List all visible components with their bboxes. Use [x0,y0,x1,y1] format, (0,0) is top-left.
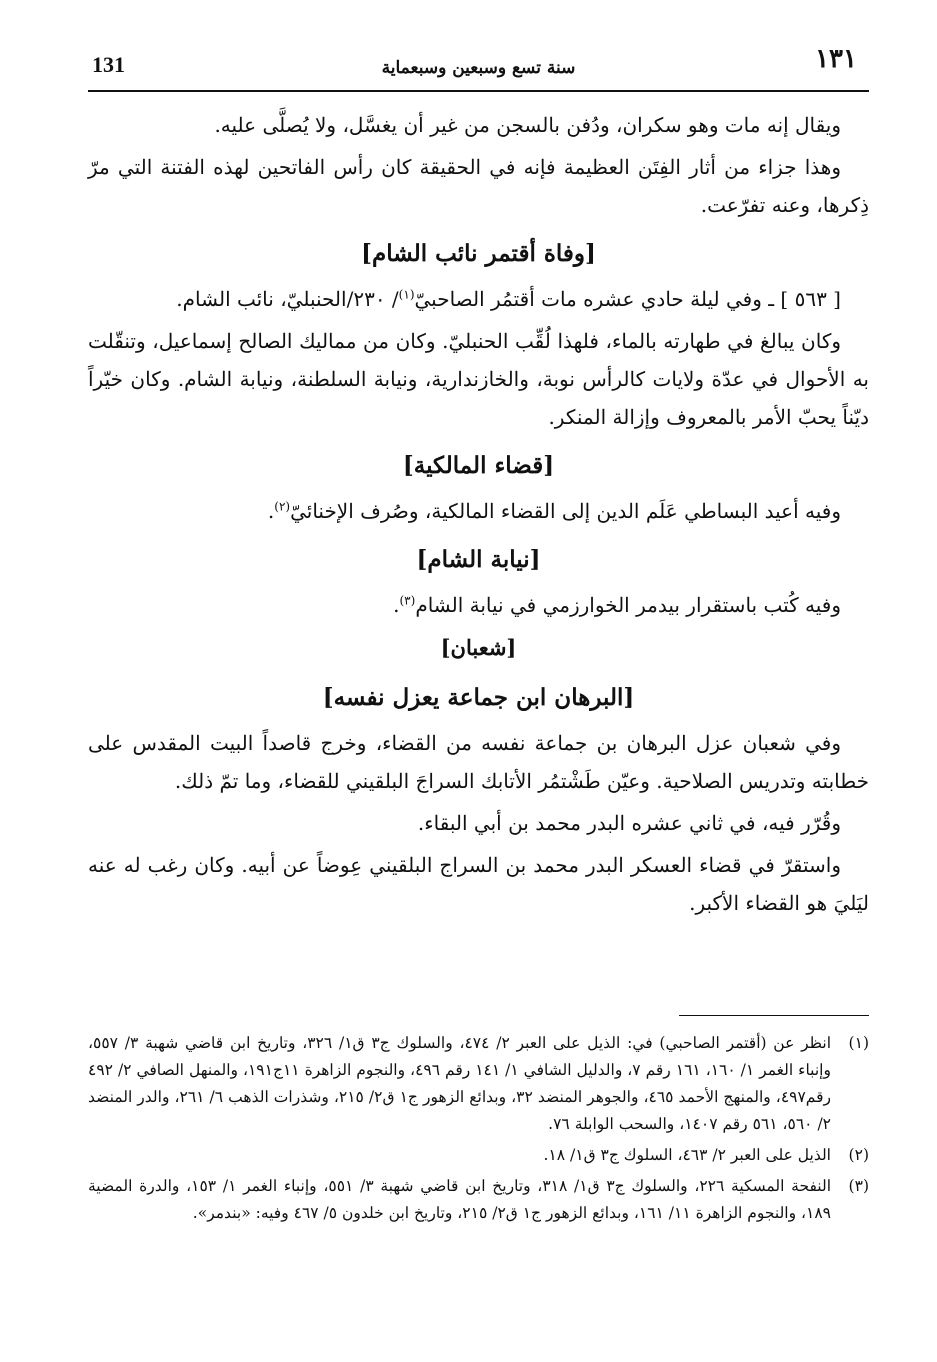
paragraph [88,586,869,624]
section-heading: [البرهان ابن جماعة يعزل نفسه] [322,684,635,711]
paragraph: وكان يبالغ في طهارته بالماء، فلهذا لُقِّب الحنبليّ. وكان من مماليك الصالح إسماعيل، وتنقّلت به الأحوال في عدّة ولايات كالرأس نوبة، والخازندارية، ونيابة السلطنة، ونيابة الشام. وكان خيّراً ديّناً يحبّ الأمر بالمعروف وإزالة المنكر. [88,329,869,429]
running-title: سنة تسع وسبعين وسبعماية [381,58,576,78]
paragraph-text: . [267,499,275,523]
month-heading: [شعبان] [440,635,517,660]
header-rule [88,90,869,92]
section-heading: [وفاة أقتمر نائب الشام] [361,240,596,267]
footnote-text: النفحة المسكية ٢٢٦، والسلوك ج٣ ق١/ ٣١٨، وتاريخ ابن قاضي شهبة ٣/ ٥٥١، وإنباء الغمر ١/ ١٥٣، والدرة المضية ١٨٩، والنجوم الزاهرة ١١/ ١٦١، وبدائع الزهور ج١ ق٢/ ٢١٥، وتاريخ ابن خلدون ٥/ ٤٦٧ وفيه: «بندمر». [88,1177,832,1222]
paragraph-text: [ ٥٦٣ ] ـ وفي ليلة حادي عشره مات أقتمُر الصاحبيّ [414,287,841,311]
footnote [88,1173,869,1227]
paragraph: وهذا جزاء من أثار الفِتَن العظيمة فإنه في الحقيقة كان رأس الفاتحين لهذه الفتنة التي مرّ ذِكرها، وعنه تفرّعت. [88,155,869,217]
page-number-arabic: ١٣١ [815,44,857,74]
footnote-text: انظر عن (أقتمر الصاحبي) في: الذيل على العبر ٢/ ٤٧٤، والسلوك ج٣ ق١/ ٣٢٦، وتاريخ ابن قاضي شهبة ٣/ ٥٥٧، وإنباء الغمر ١/ ١٦٠، ١٦١ رقم ٧، والدليل الشافي ١/ ١٤١ رقم ٤٩٦، والنجوم الزاهرة ١١ج١٩١، والمنهل الصافي ٢/ ٤٩٢ رقم٤٩٧، والمنهج الأحمد ٤٦٥، والجوهر المنضد ٣٢، وبدائع الزهور ج١ ق٢/ ٢١٥، وشذرات الذهب ٦/ ٢٦١، والدر المنضد ٢/ ٥٦٠، ٥٦١ رقم ١٤٠٧، والسحب الوابلة ٧٦. [88,1034,832,1133]
footnote-number: (١) [848,1034,869,1052]
footnote-reference: (١) [398,287,415,302]
paragraph: واستقرّ في قضاء العسكر البدر محمد بن السراج البلقيني عِوضاً عن أبيه. وكان رغب له عنه ليَليَ هو القضاء الأكبر. [88,853,869,915]
main-text [88,106,869,926]
page-header [88,44,869,92]
paragraph-text: وفيه أعيد البساطي عَلَم الدين إلى القضاء المالكية، وصُرف الإخنائيّ [290,499,841,523]
paragraph: وقُرّر فيه، في ثاني عشره البدر محمد بن أبي البقاء. [417,811,841,835]
paragraph-text: وفيه كُتب باستقرار بيدمر الخوارزمي في نيابة الشام [415,593,841,617]
footnote [88,1030,869,1138]
footnote-number: (٣) [848,1177,869,1195]
paragraph-text: . [393,593,400,617]
footnote-reference: (٣) [399,593,416,608]
section-heading: [قضاء المالكية] [402,452,555,479]
footnote-text: الذيل على العبر ٢/ ٤٦٣، السلوك ج٣ ق١/ ١٨. [543,1146,831,1164]
footnote-reference: (٢) [274,499,291,514]
page-number-latin: 131 [92,52,125,77]
paragraph: وفي شعبان عزل البرهان بن جماعة نفسه من القضاء، وخرج قاصداً البيت المقدس على خطابته وتدريس الصلاحية. وعيّن طَشْتمُر الأتابك السراجَ البلقيني للقضاء، وما تمّ ذلك. [88,731,869,793]
footnote-separator [679,1015,869,1016]
paragraph: ويقال إنه مات وهو سكران، ودُفن بالسجن من غير أن يغسَّل، ولا يُصلَّى عليه. [214,113,841,137]
section-heading: [نيابة الشام] [416,546,541,573]
paragraph [88,492,869,530]
footnotes [88,1030,869,1231]
paragraph [88,280,869,318]
footnote [88,1142,869,1169]
paragraph-text: / ٢٣٠/الحنبليّ، نائب الشام. [176,287,399,311]
footnote-number: (٢) [848,1146,869,1164]
